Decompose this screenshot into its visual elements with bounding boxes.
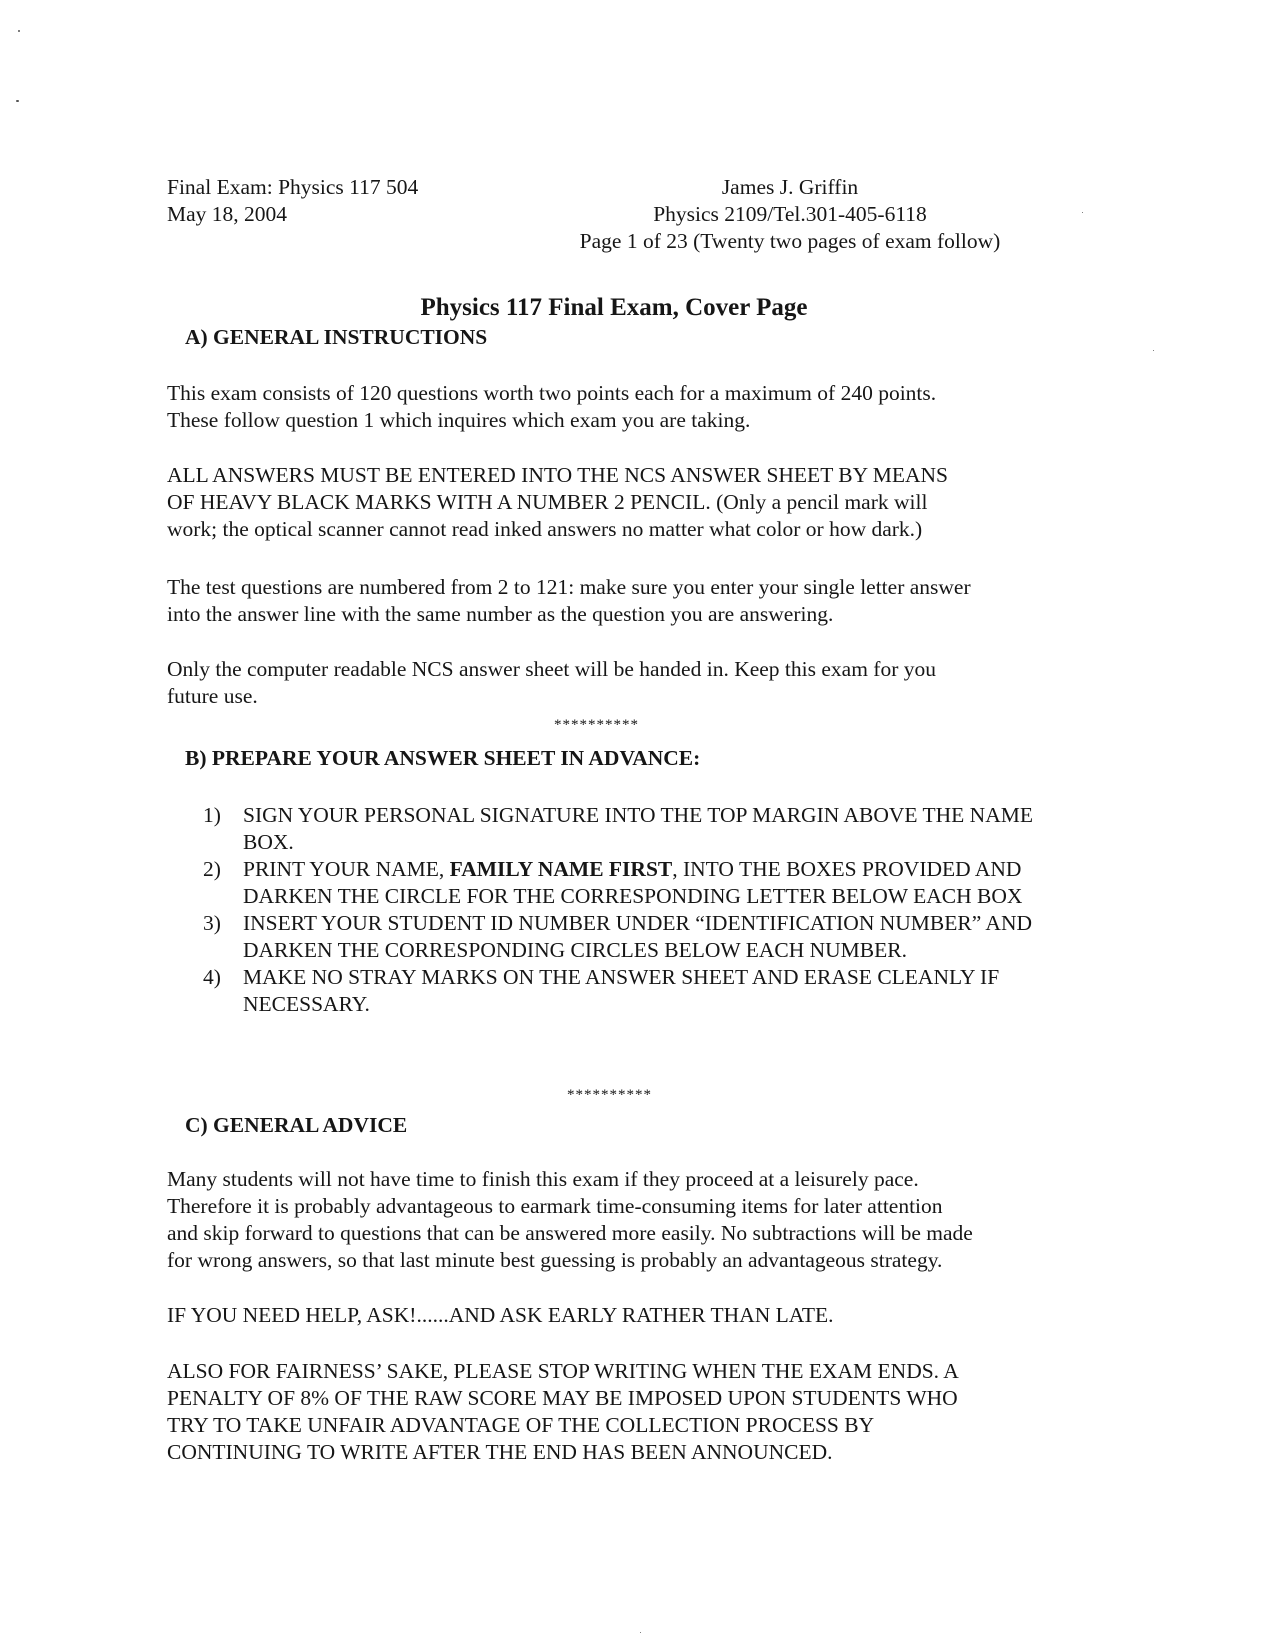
paragraph-line: CONTINUING TO WRITE AFTER THE END HAS BEEN ANNOUNCED. xyxy=(167,1440,833,1464)
section-a-heading: A) GENERAL INSTRUCTIONS xyxy=(185,325,488,349)
paragraph-line: future use. xyxy=(167,684,258,708)
scan-speck xyxy=(1082,212,1083,213)
item-text: , INTO THE BOXES PROVIDED AND DARKEN THE CIRCLE FOR THE CORRESPONDING LETTER BELOW EACH BOX xyxy=(243,857,1023,908)
scan-speck xyxy=(16,100,19,102)
paragraph-line: and skip forward to questions that can be answered more easily. No subtractions will be made xyxy=(167,1221,973,1245)
page-title: Physics 117 Final Exam, Cover Page xyxy=(420,294,808,321)
item-number: 4) xyxy=(203,965,221,989)
list-item xyxy=(203,964,1083,1018)
paragraph-line: for wrong answers, so that last minute best guessing is probably an advantageous strategy. xyxy=(167,1248,943,1272)
item-text: MAKE NO STRAY MARKS ON THE ANSWER SHEET AND ERASE CLEANLY IF NECESSARY. xyxy=(243,965,1000,1016)
section-c-paragraph-3 xyxy=(167,1358,1087,1466)
item-text: INSERT YOUR STUDENT ID NUMBER UNDER “IDENTIFICATION NUMBER” AND DARKEN THE CORRESPONDING CIRCLES BELOW EACH NUMBER. xyxy=(243,911,1033,962)
item-number: 3) xyxy=(203,911,221,935)
section-separator: ********** xyxy=(567,1087,652,1103)
paragraph-line: into the answer line with the same number as the question you are answering. xyxy=(167,602,834,626)
section-b-heading: B) PREPARE YOUR ANSWER SHEET IN ADVANCE: xyxy=(185,746,701,770)
instructor-name: James J. Griffin xyxy=(721,175,859,199)
paragraph-line: work; the optical scanner cannot read inked answers no matter what color or how dark.) xyxy=(167,517,923,541)
paragraph-line: TRY TO TAKE UNFAIR ADVANTAGE OF THE COLLECTION PROCESS BY xyxy=(167,1413,875,1437)
answer-sheet-steps xyxy=(203,802,1083,1018)
section-a-paragraph-2 xyxy=(167,462,1087,543)
section-a-paragraph-1 xyxy=(167,380,1087,434)
instructor-contact: Physics 2109/Tel.301-405-6118 xyxy=(653,202,927,226)
paragraph-line: OF HEAVY BLACK MARKS WITH A NUMBER 2 PENCIL. (Only a pencil mark will xyxy=(167,490,928,514)
section-a-paragraph-4 xyxy=(167,656,1087,710)
scan-speck xyxy=(1153,350,1154,351)
exam-header-right xyxy=(540,174,1040,255)
section-c-heading: C) GENERAL ADVICE xyxy=(185,1113,408,1137)
exam-header-left xyxy=(167,174,418,228)
section-c-paragraph-1 xyxy=(167,1166,1087,1274)
paragraph-line: These follow question 1 which inquires which exam you are taking. xyxy=(167,408,751,432)
paragraph-line: Many students will not have time to finish this exam if they proceed at a leisurely pace. xyxy=(167,1167,919,1191)
exam-date-line: May 18, 2004 xyxy=(167,202,288,226)
item-emphasis: FAMILY NAME FIRST xyxy=(449,857,673,881)
item-number: 2) xyxy=(203,857,221,881)
paragraph-line: The test questions are numbered from 2 to 121: make sure you enter your single letter answer xyxy=(167,575,971,599)
item-text: SIGN YOUR PERSONAL SIGNATURE INTO THE TOP MARGIN ABOVE THE NAME BOX. xyxy=(243,803,1033,854)
paragraph-line: Therefore it is probably advantageous to earmark time-consuming items for later attention xyxy=(167,1194,943,1218)
paragraph-line: ALL ANSWERS MUST BE ENTERED INTO THE NCS ANSWER SHEET BY MEANS xyxy=(167,463,949,487)
item-text: PRINT YOUR NAME, xyxy=(243,857,450,881)
section-a-paragraph-3 xyxy=(167,574,1087,628)
scan-speck xyxy=(18,30,20,32)
list-item xyxy=(203,910,1083,964)
paragraph-line: Only the computer readable NCS answer sheet will be handed in. Keep this exam for you xyxy=(167,657,937,681)
paragraph-line: This exam consists of 120 questions worth two points each for a maximum of 240 points. xyxy=(167,381,937,405)
page-count-line: Page 1 of 23 (Twenty two pages of exam follow) xyxy=(579,229,1001,253)
paragraph-line: IF YOU NEED HELP, ASK!......AND ASK EARLY RATHER THAN LATE. xyxy=(167,1303,834,1327)
list-item xyxy=(203,856,1083,910)
paragraph-line: ALSO FOR FAIRNESS’ SAKE, PLEASE STOP WRITING WHEN THE EXAM ENDS. A xyxy=(167,1359,959,1383)
item-number: 1) xyxy=(203,803,221,827)
paragraph-line: PENALTY OF 8% OF THE RAW SCORE MAY BE IMPOSED UPON STUDENTS WHO xyxy=(167,1386,958,1410)
scan-speck xyxy=(640,1632,641,1633)
exam-course-line: Final Exam: Physics 117 504 xyxy=(167,175,419,199)
section-separator: ********** xyxy=(554,717,639,733)
list-item xyxy=(203,802,1083,856)
section-c-paragraph-2 xyxy=(167,1302,1087,1329)
